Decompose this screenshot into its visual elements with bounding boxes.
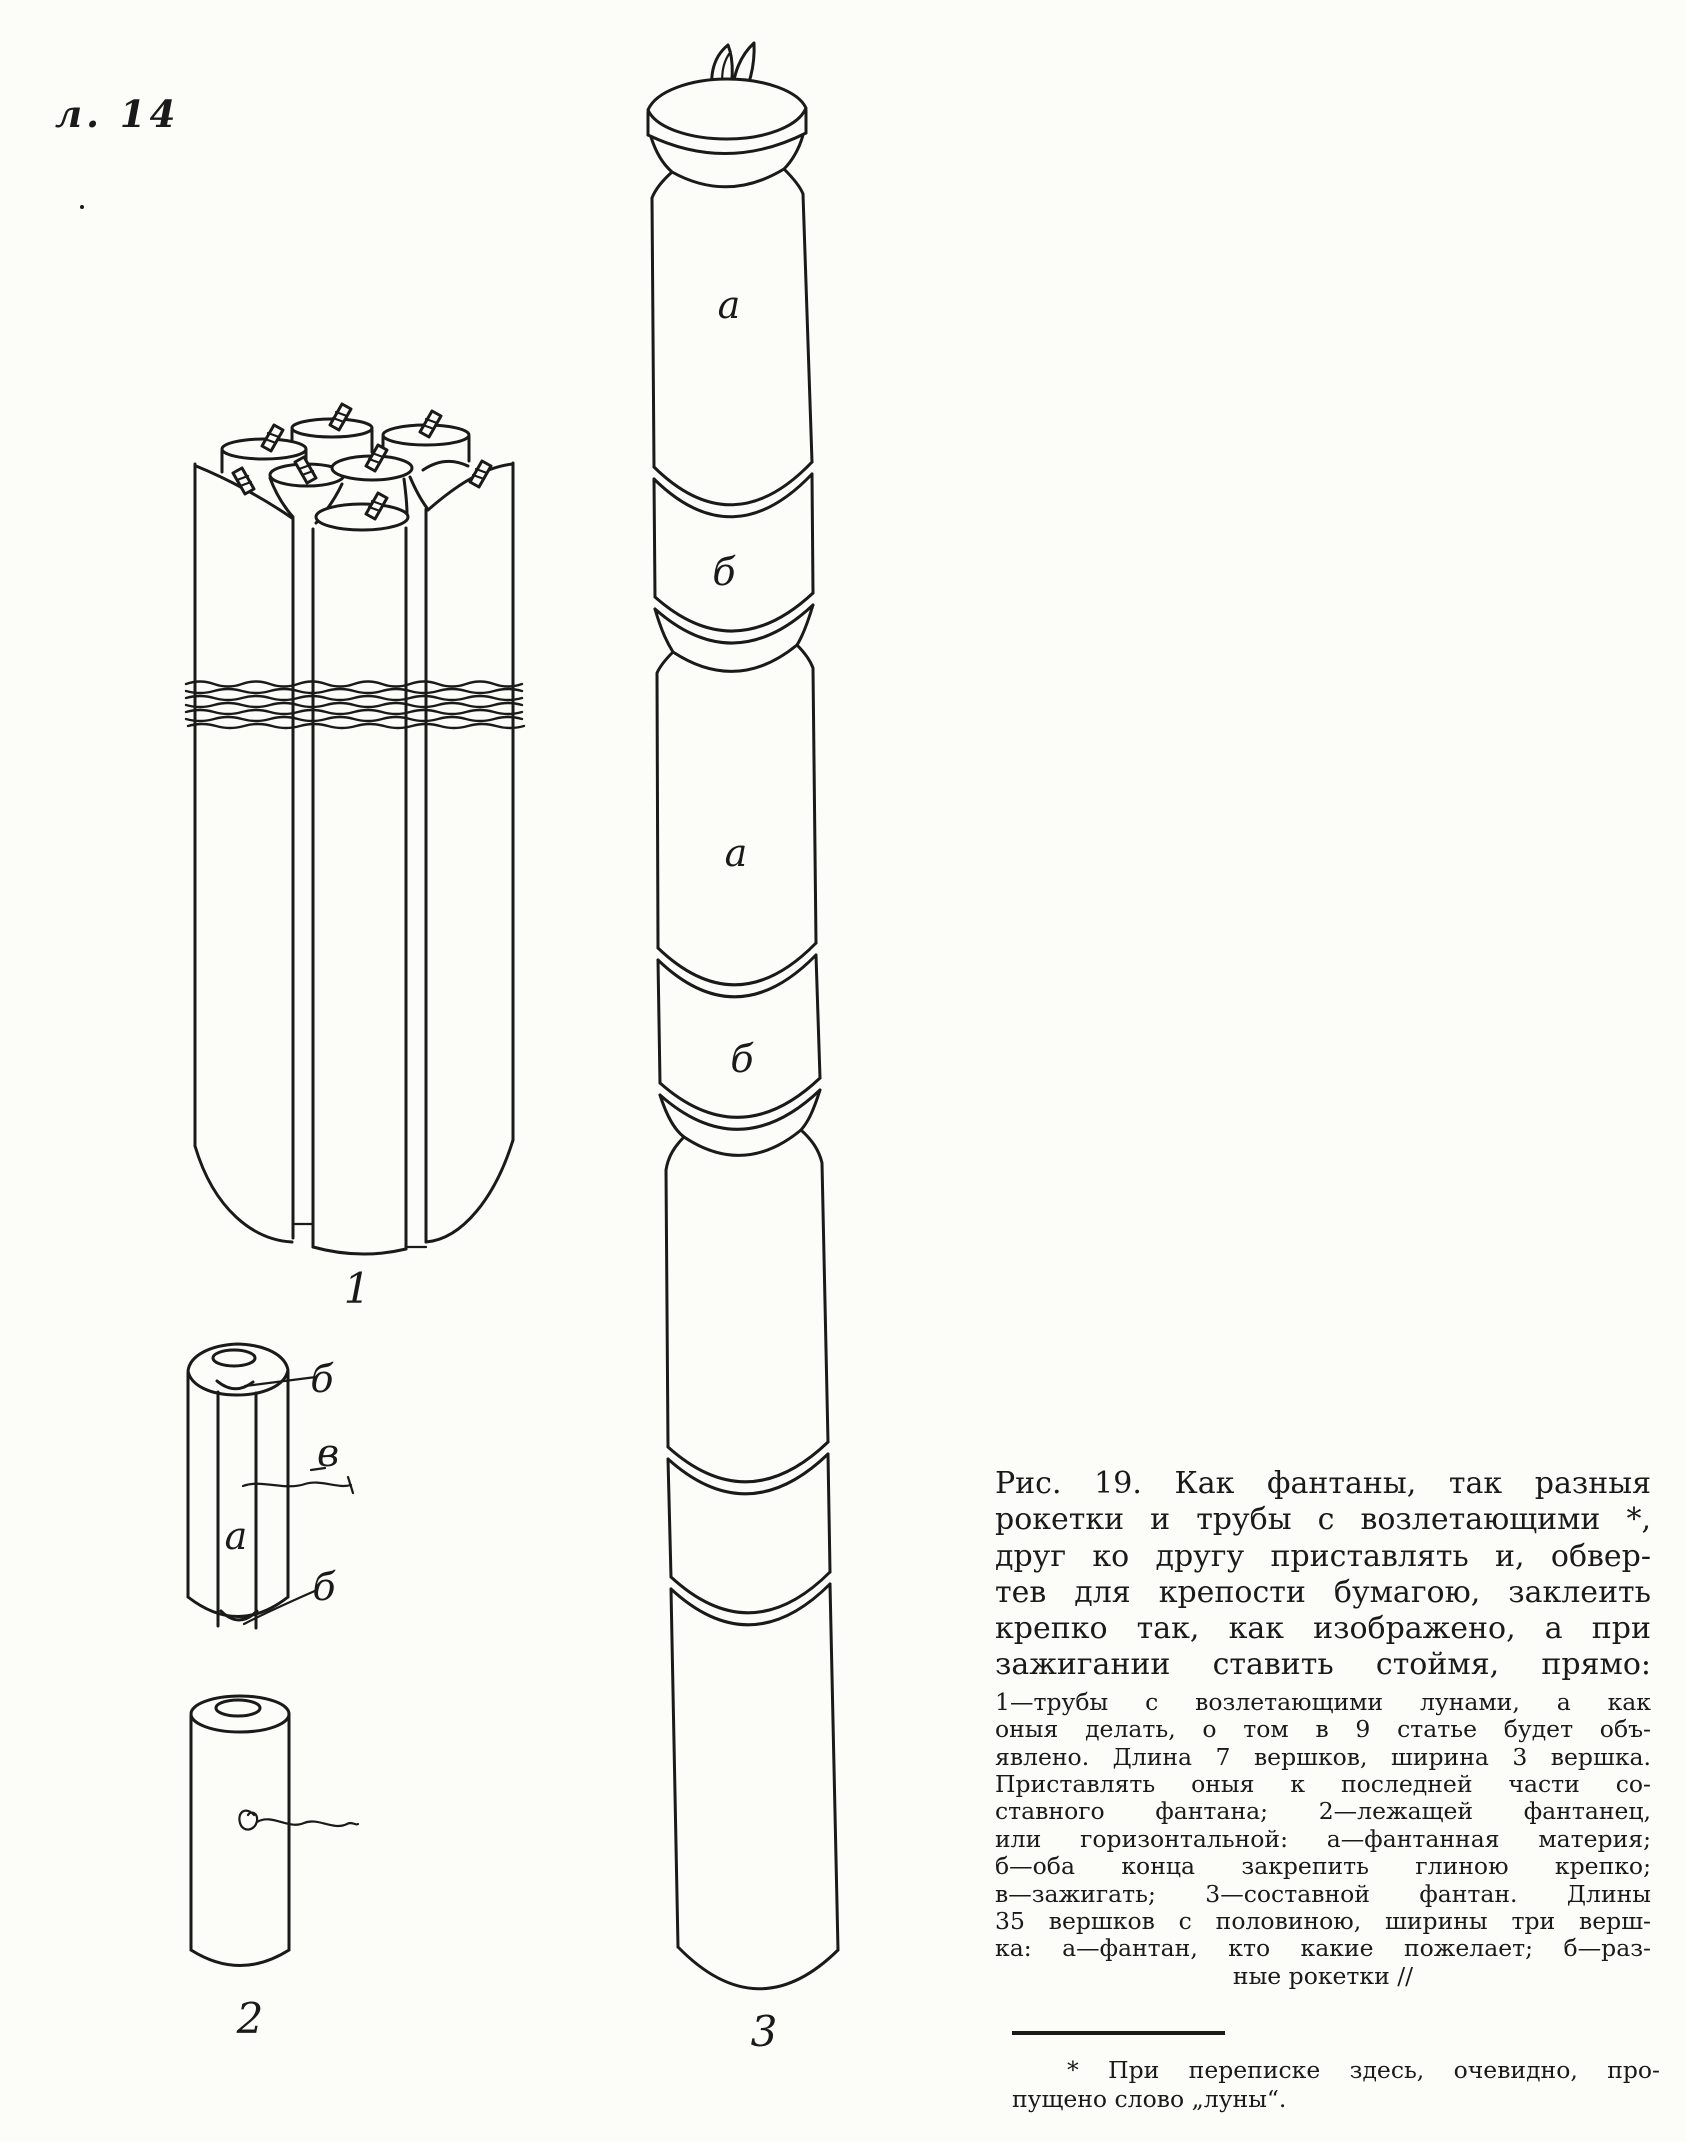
fuse-icon — [233, 468, 254, 494]
caption-line: тев для крепости бумагою, заклеить — [995, 1574, 1651, 1610]
caption-line: зажигании ставить стоймя, прямо: — [995, 1647, 1651, 1683]
label-ignite-point: в — [316, 1431, 340, 1475]
label-upper-clay-top: б — [310, 1357, 334, 1401]
footnote-line: * При переписке здесь, очевидно, про- — [1067, 2056, 1660, 2084]
figure-column — [648, 43, 838, 2056]
label-column-seg1: а — [717, 283, 741, 327]
caption-line: б—оба конца закрепить глиною крепко; — [995, 1852, 1651, 1881]
fuse-icon — [470, 461, 491, 487]
caption-line: 1—трубы с возлетающими лунами, а как — [995, 1687, 1651, 1716]
caption-line: крепко так, как изображено, а при — [995, 1611, 1651, 1647]
label-column-seg2: б — [712, 550, 736, 594]
caption-line: друг ко другу приставлять и, обвер- — [995, 1538, 1651, 1574]
footnote — [1012, 2056, 1660, 2113]
caption-legend — [995, 1689, 1651, 1990]
folio-label: л. 14 — [55, 92, 180, 136]
caption-line: Приставлять оныя к последней части со- — [995, 1770, 1651, 1798]
caption-line: явлено. Длина 7 вершков, ширина 3 вершка. — [995, 1742, 1651, 1771]
caption-last-line: ные рокетки // — [1232, 1961, 1414, 1990]
figure-tube-pair — [188, 1344, 358, 2043]
label-column-seg4: б — [730, 1037, 754, 1081]
caption-lead — [995, 1466, 1651, 1684]
caption-line: или горизонтальной: а—фантанная материя; — [995, 1824, 1651, 1853]
figure-1-number: 1 — [343, 1264, 371, 1313]
footnote-line: пущено слово „луны“. — [1012, 2084, 1287, 2113]
footnote-rule — [1012, 2031, 1225, 2035]
figure-3-number: 3 — [750, 2007, 778, 2056]
caption-line: ка: а—фантан, кто какие пожелает; б—раз- — [995, 1934, 1651, 1963]
figure-bundle — [186, 404, 524, 1313]
caption-line: ставного фантана; 2—лежащей фантанец, — [995, 1797, 1651, 1826]
caption-line: оныя делать, о том в 9 статье будет объ- — [995, 1715, 1651, 1744]
figure-caption — [995, 1466, 1651, 1990]
caption-line: рокетки и трубы с возлетающими *, — [995, 1502, 1651, 1538]
label-fountain-material: а — [224, 1514, 248, 1558]
figure-2-number: 2 — [236, 1994, 264, 2043]
label-column-seg3: а — [724, 831, 748, 875]
caption-line: 35 вершков с половиною, ширины три верш- — [995, 1907, 1651, 1936]
caption-line: Рис. 19. Как фантаны, так разныя — [995, 1466, 1651, 1501]
label-upper-clay-bottom: б — [312, 1565, 336, 1609]
caption-line: в—зажигать; 3—составной фантан. Длины — [995, 1879, 1651, 1908]
